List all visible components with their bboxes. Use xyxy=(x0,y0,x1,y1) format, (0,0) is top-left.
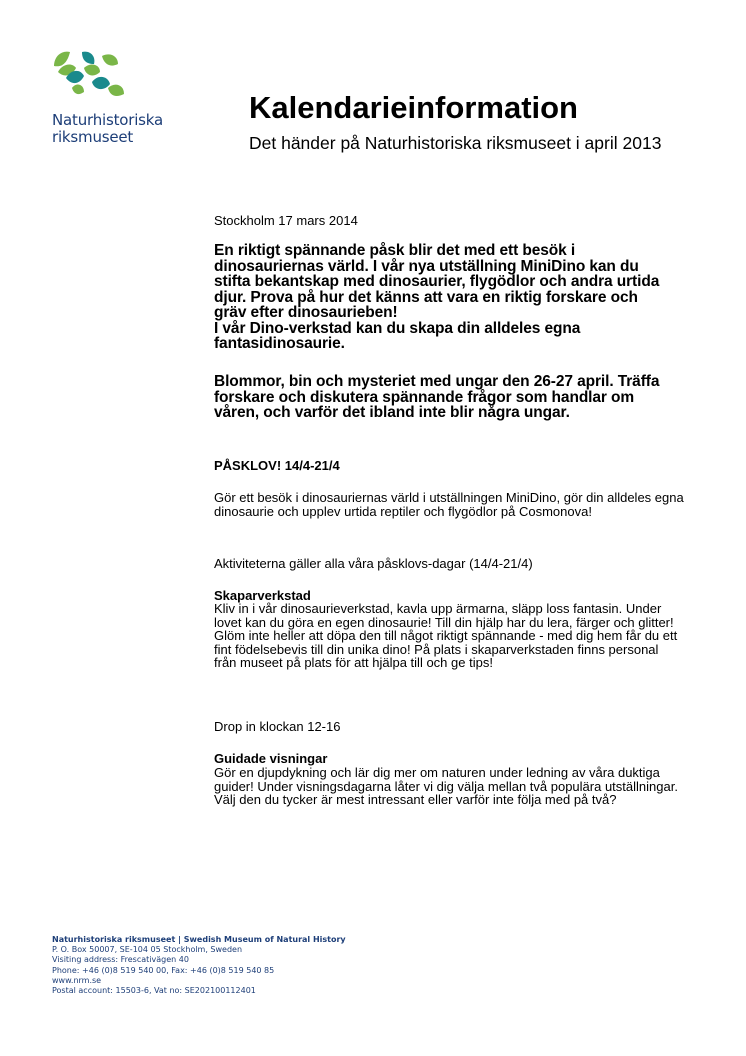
workshop-text: Kliv in i vår dinosaurieverkstad, kavla upp ärmarna, släpp loss fantasin. Under lovet kan du göra en egen dinosaurie! Till din hjälp har du lera, färger och glitter! Glöm inte heller att döpa den till något riktigt spännande - med dig hem får du ett fint födelsebevis till din unika dino! På plats i skaparverkstaden finns personal från museet på plats för att hjälpa till och ge tips! xyxy=(214,601,678,670)
tours-heading: Guidade visningar xyxy=(214,751,328,766)
footer-contact xyxy=(52,935,346,996)
lead-paragraph-1 xyxy=(214,243,674,352)
logo-wordmark xyxy=(52,112,163,146)
workshop-heading: Skaparverkstad xyxy=(214,588,311,603)
museum-logo-icon xyxy=(52,48,128,104)
dateline: Stockholm 17 mars 2014 xyxy=(214,213,358,228)
logo-line-1: Naturhistoriska xyxy=(52,111,164,129)
easter-note: Aktiviteterna gäller alla våra påsklovs-dagar (14/4-21/4) xyxy=(214,556,533,571)
footer-org: Naturhistoriska riksmuseet | Swedish Museum of Natural History xyxy=(52,935,346,944)
page-title: Kalendarieinformation xyxy=(249,90,578,125)
logo-line-2: riksmuseet xyxy=(52,128,134,146)
lead-text-2: Blommor, bin och mysteriet med ungar den 26-27 april. Träffa forskare och diskutera spännande frågor som handlar om våren, och varför det ibland inte blir några ungar. xyxy=(214,373,660,421)
easter-intro: Gör ett besök i dinosauriernas värld i utställningen MiniDino, gör din alldeles egna dinosaurie och upplev urtida reptiler och flygödlor på Cosmonova! xyxy=(214,490,684,519)
lead-paragraph-2 xyxy=(214,374,674,421)
footer-phone: Phone: +46 (0)8 519 540 00, Fax: +46 (0)8 519 540 85 xyxy=(52,965,275,975)
lead-text-1b: I vår Dino-verkstad kan du skapa din alldeles egna fantasidinosaurie. xyxy=(214,319,581,352)
footer-visiting: Visiting address: Frescativägen 40 xyxy=(52,955,189,965)
footer-web: www.nrm.se xyxy=(52,975,102,985)
footer-address: P. O. Box 50007, SE-104 05 Stockholm, Sweden xyxy=(52,945,243,955)
easter-heading: PÅSKLOV! 14/4-21/4 xyxy=(214,458,340,473)
lead-text-1a: En riktigt spännande påsk blir det med ett besök i dinosauriernas värld. I vår nya utställning MiniDino kan du stifta bekantskap med dinosaurier, flygödlor och andra urtida djur. Prova på hur det känns att vara en riktig forskare och gräv efter dinosaurieben! xyxy=(214,242,660,321)
page-subtitle: Det händer på Naturhistoriska riksmuseet i april 2013 xyxy=(249,133,662,153)
museum-logo xyxy=(52,48,128,104)
workshop-dropin: Drop in klockan 12-16 xyxy=(214,719,341,734)
footer-postal: Postal account: 15503-6, Vat no: SE202100112401 xyxy=(52,986,256,996)
tours-text: Gör en djupdykning och lär dig mer om naturen under ledning av våra duktiga guider! Under visningsdagarna låter vi dig välja mellan två populära utställningar. Välj den du tycker är mest intressant eller varför inte följa med på två? xyxy=(214,765,678,807)
